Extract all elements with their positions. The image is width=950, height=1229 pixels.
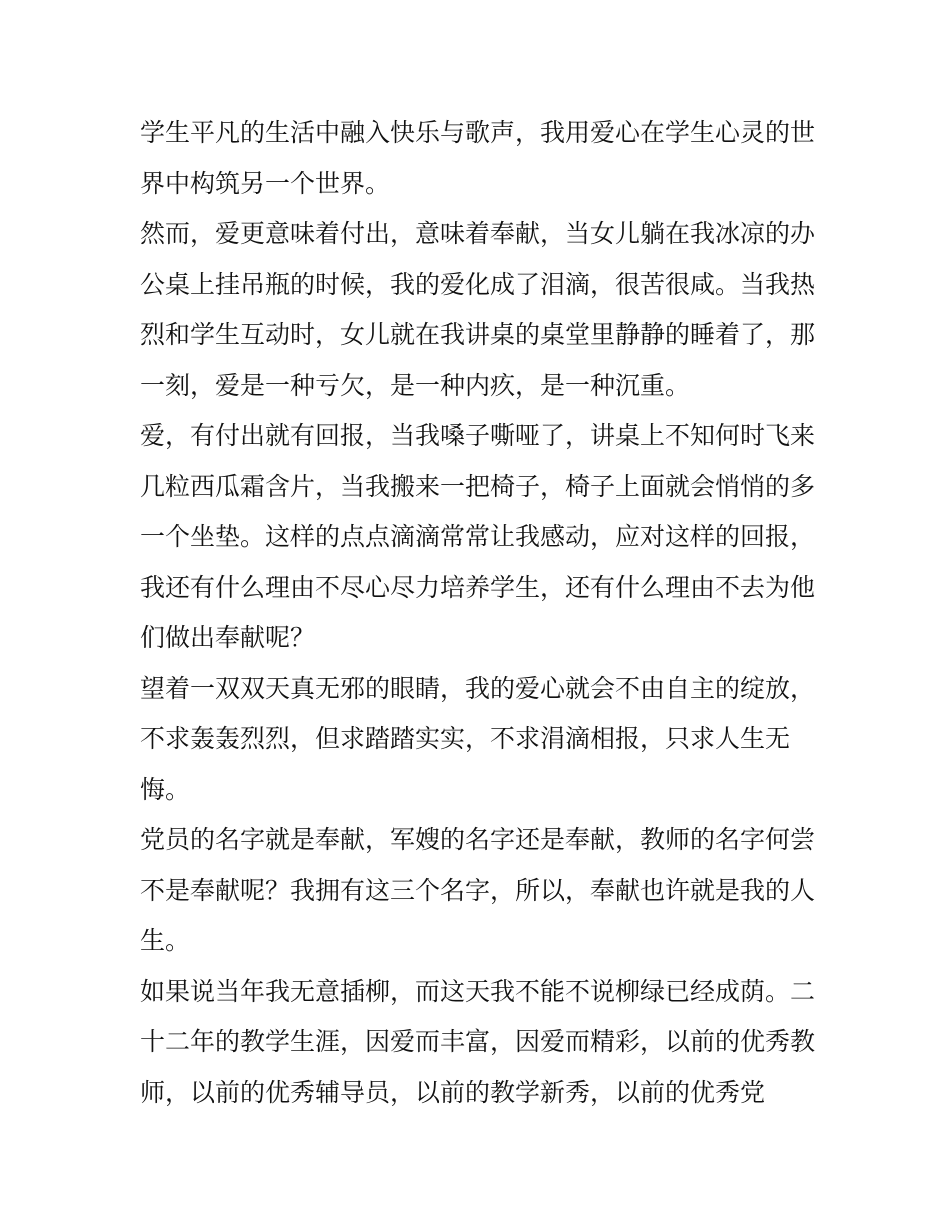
- text-line: 一刻，爱是一种亏欠，是一种内疚，是一种沉重。: [140, 370, 691, 400]
- text-line: 烈和学生互动时，女儿就在我讲桌的桌堂里静静的睡着了，那: [140, 320, 816, 349]
- text-line: 不是奉献呢？我拥有这三个名字，所以，奉献也许就是我的人: [140, 875, 816, 905]
- text-line: 不求轰轰烈烈，但求踏踏实实，不求涓滴相报，只求人生无: [140, 724, 791, 753]
- text-line: 几粒西瓜霜含片，当我搬来一把椅子，椅子上面就会悄悄的多: [140, 471, 816, 501]
- text-line: 们做出奉献呢？: [140, 623, 316, 652]
- text-line: 我还有什么理由不尽心尽力培养学生，还有什么理由不去为他: [140, 572, 816, 602]
- text-line: 望着一双双天真无邪的眼睛，我的爱心就会不由自主的绽放，: [140, 673, 816, 703]
- text-line: 生。: [140, 926, 191, 955]
- text-line: 然而，爱更意味着付出，意味着奉献，当女儿躺在我冰凉的办: [140, 219, 816, 248]
- text-line: 公桌上挂吊瓶的时候，我的爱化成了泪滴，很苦很咸。当我热: [140, 269, 816, 299]
- text-line: 如果说当年我无意插柳，而这天我不能不说柳绿已经成荫。二: [140, 976, 816, 1006]
- text-line: 一个坐垫。这样的点点滴滴常常让我感动，应对这样的回报，: [140, 522, 816, 551]
- text-line: 界中构筑另一个世界。: [140, 168, 391, 198]
- text-line: 学生平凡的生活中融入快乐与歌声，我用爱心在学生心灵的世: [140, 118, 816, 147]
- text-line: 十二年的教学生涯，因爱而丰富，因爱而精彩，以前的优秀教: [140, 1027, 816, 1056]
- document-text-body: [140, 108, 820, 1118]
- text-line: 师，以前的优秀辅导员，以前的教学新秀，以前的优秀党: [140, 1077, 766, 1107]
- text-line: 党员的名字就是奉献，军嫂的名字还是奉献，教师的名字何尝: [140, 825, 816, 854]
- text-line: 悔。: [140, 774, 191, 804]
- text-line: 爱，有付出就有回报，当我嗓子嘶哑了，讲桌上不知何时飞来: [140, 421, 816, 450]
